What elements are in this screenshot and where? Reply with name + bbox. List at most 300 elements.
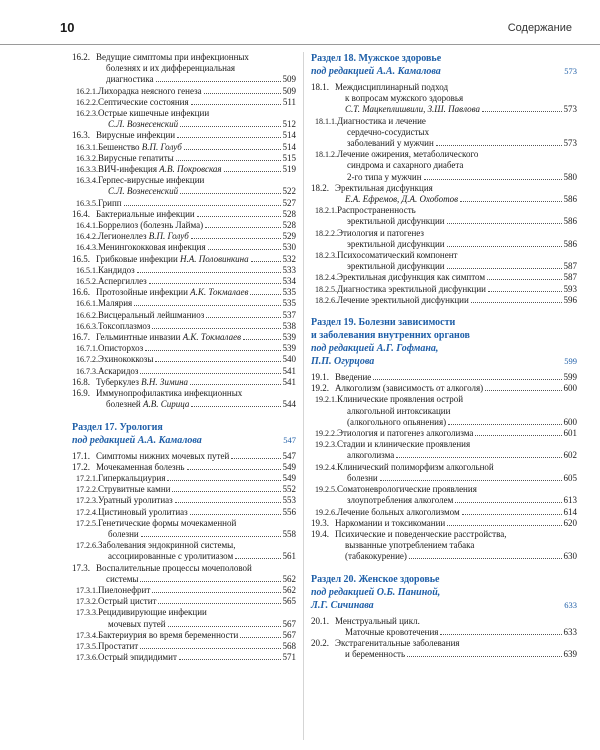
entry-title: Боррелиоз (болезнь Лайма) xyxy=(98,220,204,231)
entry-line xyxy=(98,540,296,551)
toc-entry xyxy=(72,473,296,484)
toc-entry xyxy=(72,462,296,473)
entry-number: 20.2. xyxy=(311,637,329,648)
entry-number: 18.2.5. xyxy=(315,284,337,294)
dot-leader xyxy=(447,246,562,247)
entry-line xyxy=(98,619,296,630)
entry-page: 514 xyxy=(282,141,296,152)
entry-line xyxy=(98,119,296,130)
toc-block xyxy=(311,82,577,306)
dot-leader xyxy=(487,279,561,280)
dot-leader xyxy=(140,373,280,374)
entry-title: и беременность xyxy=(345,649,406,660)
dot-leader xyxy=(191,238,281,239)
entry-title: Ведущие симптомы при инфекционных xyxy=(96,52,249,62)
header-rule xyxy=(0,44,600,45)
entry-page: 614 xyxy=(563,506,577,517)
entry-page: 633 xyxy=(563,626,577,637)
entry-number: 16.3. xyxy=(72,130,90,141)
entry-text xyxy=(96,596,296,607)
entry-author: А.В. Сирица xyxy=(143,399,190,410)
entry-text xyxy=(96,495,296,506)
toc-entry xyxy=(311,372,577,383)
entry-title: Аспергиллез xyxy=(98,276,147,287)
entry-title: Струвитные камни xyxy=(98,484,171,495)
entry-number: 17.2.4. xyxy=(76,507,98,517)
entry-title: мочевых путей xyxy=(108,618,166,629)
entry-number: 18.2.6. xyxy=(315,295,337,305)
entry-page: 630 xyxy=(563,551,577,562)
entry-text xyxy=(96,242,296,253)
entry-number: 19.2.4. xyxy=(315,462,337,472)
dot-leader xyxy=(184,149,281,150)
dot-leader xyxy=(440,634,561,635)
entry-title: (табакокурение) xyxy=(345,551,407,562)
entry-line xyxy=(98,108,296,119)
left-column xyxy=(72,52,296,663)
entry-page: 532 xyxy=(282,253,296,264)
entry-line xyxy=(98,641,296,652)
entry-title: Острый цистит xyxy=(98,596,157,607)
toc-entry xyxy=(72,153,296,164)
entry-text xyxy=(335,228,577,250)
entry-title: Кандидоз xyxy=(98,264,135,275)
entry-title: сердечно-сосудистых xyxy=(347,126,430,137)
entry-line xyxy=(337,261,577,272)
toc-entry xyxy=(72,388,296,410)
toc-block xyxy=(311,616,577,661)
section-title: Раздел 19. Болезни зависимости xyxy=(311,317,456,329)
entry-number: 16.2.2. xyxy=(76,97,98,107)
entry-line xyxy=(337,462,577,473)
dot-leader xyxy=(179,659,281,660)
entry-title: Введение xyxy=(335,372,372,383)
toc-entry xyxy=(311,250,577,272)
entry-line xyxy=(98,242,296,253)
toc-entry xyxy=(72,343,296,354)
dot-leader xyxy=(177,137,280,138)
entry-line xyxy=(335,638,577,649)
entry-text xyxy=(335,439,577,461)
entry-page: 537 xyxy=(282,309,296,320)
entry-number: 17.3.5. xyxy=(76,641,98,651)
entry-text xyxy=(335,638,577,660)
entry-text xyxy=(96,507,296,518)
toc-entry xyxy=(72,484,296,495)
entry-page: 571 xyxy=(282,652,296,663)
entry-number: 16.5. xyxy=(72,253,90,264)
entry-page: 553 xyxy=(282,495,296,506)
entry-author: А.В. Покровская xyxy=(159,164,222,175)
entry-text xyxy=(335,295,577,306)
entry-text xyxy=(335,205,577,227)
entry-line xyxy=(335,383,577,394)
dot-leader xyxy=(482,111,562,112)
dot-leader xyxy=(152,328,280,329)
entry-line xyxy=(98,142,296,153)
entry-line xyxy=(98,507,296,518)
right-column xyxy=(311,52,577,660)
section-editor-line2: Л.Г. Сичинава xyxy=(311,599,374,611)
dot-leader xyxy=(205,227,280,228)
dot-leader xyxy=(460,201,562,202)
dot-leader xyxy=(204,93,281,94)
toc-entry xyxy=(311,183,577,205)
entry-number: 17.3.1. xyxy=(76,585,98,595)
dot-leader xyxy=(396,457,561,458)
entry-title: Распространенность xyxy=(337,205,416,216)
toc-entry xyxy=(72,540,296,562)
dot-leader xyxy=(231,458,280,459)
entry-page: 541 xyxy=(282,376,296,387)
toc-entry xyxy=(311,284,577,295)
entry-line xyxy=(98,473,296,484)
entry-number: 19.2.6. xyxy=(315,507,337,517)
entry-title: Висцеральный лейшманиоз xyxy=(98,309,205,320)
entry-text xyxy=(335,149,577,183)
entry-line xyxy=(335,529,577,540)
dot-leader xyxy=(373,379,561,380)
entry-line xyxy=(337,484,577,495)
entry-text xyxy=(335,518,577,529)
dot-leader xyxy=(152,592,280,593)
entry-page: 562 xyxy=(282,573,296,584)
toc-entry xyxy=(311,394,577,428)
entry-title: Гельминтные инвазии xyxy=(96,332,181,343)
entry-title: Лечение эректильной дисфункции xyxy=(337,294,469,305)
entry-title: системы xyxy=(106,573,139,584)
entry-text xyxy=(96,343,296,354)
entry-number: 17.2.5. xyxy=(76,518,98,528)
entry-page: 544 xyxy=(282,399,296,410)
entry-text xyxy=(96,332,296,343)
dot-leader xyxy=(436,145,562,146)
entry-page: 573 xyxy=(563,138,577,149)
toc-entry xyxy=(72,276,296,287)
entry-title: Воспалительные процессы мочеполовой xyxy=(96,562,252,573)
entry-number: 17.3.4. xyxy=(76,630,98,640)
toc-entry xyxy=(72,332,296,343)
entry-text xyxy=(96,220,296,231)
dot-leader xyxy=(240,637,280,638)
entry-number: 17.3.2. xyxy=(76,597,98,607)
entry-title: алкоголизма xyxy=(347,450,395,461)
entry-title: Грибковые инфекции xyxy=(96,253,178,264)
section-heading xyxy=(72,421,296,447)
entry-number: 16.3.5. xyxy=(76,198,98,208)
entry-text xyxy=(96,276,296,287)
section-editor: под редакцией А.Г. Гофмана, xyxy=(311,343,439,355)
entry-title: синдрома и сахарного диабета xyxy=(347,160,464,171)
entry-number: 19.2. xyxy=(311,383,329,394)
toc-entry xyxy=(72,518,296,540)
entry-text xyxy=(96,652,296,663)
entry-number: 19.2.3. xyxy=(315,440,337,450)
entry-title: Стадии и клинические проявления xyxy=(337,439,471,450)
dot-leader xyxy=(448,424,561,425)
dot-leader xyxy=(243,339,281,340)
entry-line xyxy=(98,310,296,321)
entry-title: Рецидивирующие инфекции xyxy=(98,607,207,618)
entry-page: 512 xyxy=(282,119,296,130)
entry-line xyxy=(98,198,296,209)
toc-entry xyxy=(72,142,296,153)
entry-author: В.П. Голуб xyxy=(148,231,189,242)
dot-leader xyxy=(190,384,280,385)
entry-title: Описторхоз xyxy=(98,343,144,354)
dot-leader xyxy=(167,480,280,481)
entry-title: Септические состояния xyxy=(98,96,189,107)
entry-page: 587 xyxy=(563,272,577,283)
entry-number: 20.1. xyxy=(311,615,329,626)
dot-leader xyxy=(224,171,281,172)
entry-line xyxy=(337,406,577,417)
entry-page: 596 xyxy=(563,294,577,305)
entry-text xyxy=(96,366,296,377)
entry-line xyxy=(337,228,577,239)
entry-author: С.Т. Мацкеплишвили, З.Ш. Павлова xyxy=(345,104,480,115)
entry-title: Острый эпидидимит xyxy=(98,652,177,663)
entry-number: 19.2.1. xyxy=(315,395,337,405)
entry-page: 558 xyxy=(282,528,296,539)
entry-title: Клинический полиморфизм алкогольной xyxy=(337,461,494,472)
entry-title: Психосоматический компонент xyxy=(337,250,458,261)
entry-page: 528 xyxy=(282,220,296,231)
entry-title: Этиология и патогенез алкоголизма xyxy=(337,428,474,439)
entry-line xyxy=(98,484,296,495)
entry-page: 567 xyxy=(282,629,296,640)
entry-line xyxy=(98,175,296,186)
entry-line xyxy=(335,82,577,93)
entry-title: Эхинококкозы xyxy=(98,354,154,365)
dot-leader xyxy=(172,491,280,492)
entry-line xyxy=(335,93,577,104)
entry-title: Острые кишечные инфекции xyxy=(98,108,210,119)
entry-title: (алкогольного опьянения) xyxy=(347,416,447,427)
entry-title: Экстрагенитальные заболевания xyxy=(335,637,460,648)
entry-text xyxy=(96,377,296,388)
toc-entry xyxy=(311,295,577,306)
entry-page: 538 xyxy=(282,320,296,331)
entry-page: 539 xyxy=(282,332,296,343)
entry-line xyxy=(98,585,296,596)
entry-text xyxy=(335,507,577,518)
dot-leader xyxy=(409,558,562,559)
entry-page: 547 xyxy=(282,450,296,461)
entry-author: А.К. Токмалаев xyxy=(182,332,241,343)
entry-page: 519 xyxy=(282,164,296,175)
entry-number: 16.5.2. xyxy=(76,277,98,287)
entry-line xyxy=(96,209,296,220)
section-editor: под редакцией А.А. Камалова xyxy=(72,434,202,446)
toc-block xyxy=(311,372,577,562)
entry-page: 602 xyxy=(563,450,577,461)
entry-page: 535 xyxy=(282,287,296,298)
section-page: 599 xyxy=(564,356,577,367)
entry-text xyxy=(335,272,577,283)
entry-line xyxy=(335,104,577,115)
entry-page: 552 xyxy=(282,484,296,495)
section-page: 573 xyxy=(564,66,577,76)
entry-number: 17.3.6. xyxy=(76,653,98,663)
entry-text xyxy=(96,310,296,321)
entry-page: 586 xyxy=(563,238,577,249)
entry-author: В.П. Голуб xyxy=(141,141,182,152)
entry-text xyxy=(96,86,296,97)
section-page: 633 xyxy=(564,599,577,610)
entry-line xyxy=(96,388,296,399)
toc-entry xyxy=(311,82,577,116)
entry-line xyxy=(98,518,296,529)
entry-page: 509 xyxy=(282,74,296,85)
entry-title: Соматоневрологические проявления xyxy=(337,484,477,495)
entry-title: к вопросам мужского здоровья xyxy=(345,93,464,104)
entry-title: Эректильная дисфункция xyxy=(335,182,433,193)
entry-page: 534 xyxy=(282,276,296,287)
entry-title: Психические и поведенческие расстройства, xyxy=(335,528,507,539)
entry-title: ассоциированные с уролитиазом xyxy=(108,551,234,562)
section-title: Раздел 20. Женское здоровье xyxy=(311,573,440,585)
entry-page: 639 xyxy=(563,649,577,660)
entry-title: Диагностика и лечение xyxy=(337,115,426,126)
dot-leader xyxy=(235,558,280,559)
entry-text xyxy=(96,108,296,130)
dot-leader xyxy=(206,317,280,318)
entry-text xyxy=(96,153,296,164)
entry-line xyxy=(98,276,296,287)
entry-line xyxy=(335,372,577,383)
entry-title: Бактериальные инфекции xyxy=(96,208,195,219)
entry-line xyxy=(98,343,296,354)
entry-number: 19.2.2. xyxy=(315,429,337,439)
dot-leader xyxy=(190,514,281,515)
toc-entry xyxy=(72,220,296,231)
entry-title: Диагностика эректильной дисфункции xyxy=(337,283,486,294)
entry-title: Гиперкальциурия xyxy=(98,472,166,483)
dot-leader xyxy=(140,581,280,582)
entry-page: 535 xyxy=(282,298,296,309)
toc-entry xyxy=(311,149,577,183)
dot-leader xyxy=(424,179,562,180)
entry-line xyxy=(98,231,296,242)
entry-line xyxy=(98,186,296,197)
entry-line xyxy=(96,74,296,85)
entry-text xyxy=(335,372,577,383)
toc-entry xyxy=(311,428,577,439)
entry-title: Заболевания эндокринной системы, xyxy=(98,540,236,551)
entry-line xyxy=(98,220,296,231)
toc-entry xyxy=(311,462,577,484)
entry-title: болезнях и их дифференциальная xyxy=(106,63,236,74)
dot-leader xyxy=(155,361,280,362)
entry-line xyxy=(96,287,296,298)
entry-page: 549 xyxy=(282,472,296,483)
dot-leader xyxy=(380,480,562,481)
toc-entry xyxy=(72,209,296,220)
entry-text xyxy=(335,250,577,272)
entry-number: 16.4.2. xyxy=(76,232,98,242)
toc-entry xyxy=(72,175,296,197)
entry-text xyxy=(96,254,296,265)
entry-number: 18.2.2. xyxy=(315,228,337,238)
toc-entry xyxy=(72,108,296,130)
entry-text xyxy=(335,462,577,484)
entry-title: 2-го типа у мужчин xyxy=(347,171,422,182)
entry-page: 561 xyxy=(282,551,296,562)
entry-title: Междисциплинарный подход xyxy=(335,82,449,92)
entry-title: Лечение ожирения, метаболического xyxy=(337,149,479,160)
toc-entry xyxy=(72,52,296,86)
entry-text xyxy=(96,130,296,141)
dot-leader xyxy=(471,302,562,303)
entry-text xyxy=(96,142,296,153)
entry-line xyxy=(96,332,296,343)
entry-text xyxy=(96,164,296,175)
entry-title: Простатит xyxy=(98,640,139,651)
running-head: Содержание xyxy=(507,22,572,34)
entry-line xyxy=(96,52,296,63)
dot-leader xyxy=(134,305,280,306)
entry-line xyxy=(98,86,296,97)
entry-line xyxy=(96,63,296,74)
toc-entry xyxy=(311,205,577,227)
dot-leader xyxy=(168,626,281,627)
entry-line xyxy=(335,627,577,638)
entry-line xyxy=(96,563,296,574)
entry-line xyxy=(98,529,296,540)
dot-leader xyxy=(251,261,281,262)
entry-title: Наркомании и токсикомании xyxy=(335,517,446,528)
dot-leader xyxy=(208,249,281,250)
entry-text xyxy=(96,473,296,484)
entry-line xyxy=(98,153,296,164)
toc-entry xyxy=(72,265,296,276)
dot-leader xyxy=(447,525,561,526)
entry-line xyxy=(98,164,296,175)
entry-number: 17.3.3. xyxy=(76,608,98,618)
dot-leader xyxy=(191,406,280,407)
entry-line xyxy=(98,97,296,108)
entry-page: 593 xyxy=(563,283,577,294)
toc-entry xyxy=(72,377,296,388)
entry-author: С.Л. Вознесенский xyxy=(108,186,179,197)
toc-entry xyxy=(72,298,296,309)
entry-author: С.Л. Вознесенский xyxy=(108,119,179,130)
entry-line xyxy=(337,473,577,484)
entry-page: 527 xyxy=(282,197,296,208)
entry-title: Грипп xyxy=(98,197,122,208)
dot-leader xyxy=(149,283,281,284)
entry-number: 16.3.3. xyxy=(76,165,98,175)
entry-text xyxy=(96,540,296,562)
section-heading xyxy=(311,316,577,368)
entry-page: 515 xyxy=(282,152,296,163)
toc-entry xyxy=(72,287,296,298)
toc-entry xyxy=(72,563,296,585)
entry-page: 549 xyxy=(282,461,296,472)
entry-title: Этиология и патогенез xyxy=(337,227,424,238)
entry-text xyxy=(96,563,296,585)
entry-line xyxy=(337,295,577,306)
entry-title: болезни xyxy=(347,472,378,483)
section-title-line2: и заболевания внутренних органов xyxy=(311,330,470,342)
toc-entry xyxy=(72,507,296,518)
entry-number: 16.6. xyxy=(72,287,90,298)
entry-text xyxy=(96,175,296,197)
entry-line xyxy=(335,616,577,627)
section-editor: под редакцией А.А. Камалова xyxy=(311,66,441,77)
entry-title: Аскаридоз xyxy=(98,365,139,376)
